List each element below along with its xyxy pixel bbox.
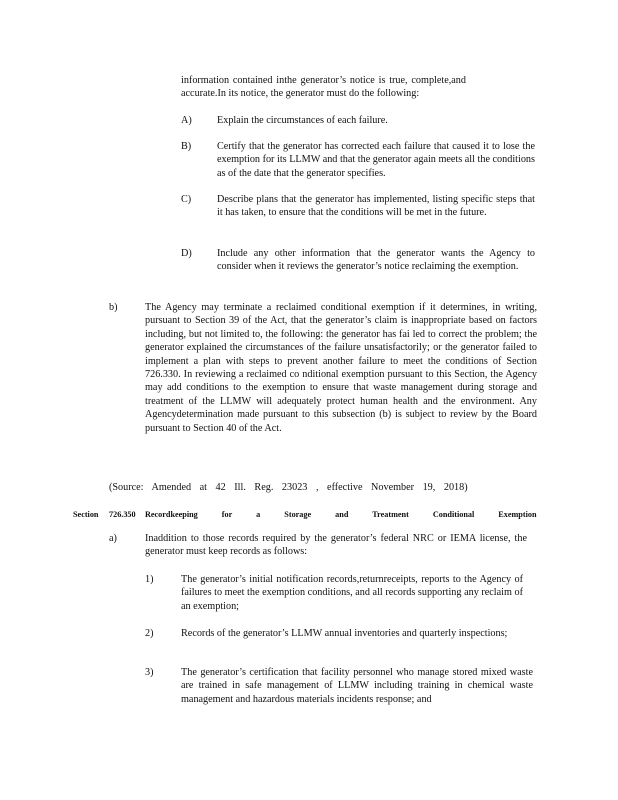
section-title: Recordkeeping for a Storage and Treatment Conditional Exemption (145, 510, 537, 519)
section-word: Section (73, 510, 99, 519)
para-b-text: The Agency may terminate a reclaimed conditional exemption if it determines, in writing, pursuant to Section 39 of the Act, that the generator’s claim is inappropriate based on factors including, but not limited to, the following: the generator has fai led to correct the problem; the generator explained the circumstances of the failure unsatisfactorily; or the generator failed to implement a plan with steps to prevent another failure to meet the conditions of Section 726.330. In reviewing a reclaimed co nditional exemption pursuant to this Section, the Agency may add conditions to the exemption to ensure that waste management during storage and treatment of the LLMW will adequately protect human health and the environment. Any Agencydetermination made pursuant to this subsection (b) is subject to review by the Board pursuant to Section 40 of the Act. (145, 302, 540, 434)
item-1-label: 1) (145, 574, 154, 585)
item-a-label: A) (181, 115, 192, 126)
intro-paragraph: information contained inthe generator’s notice is true, complete,and accurate.In its notice, the generator must do the following: (181, 75, 469, 100)
item-b-label: B) (181, 141, 192, 152)
section-number: 726.350 (109, 510, 136, 519)
item-a-text: Explain the circumstances of each failure. (217, 115, 388, 126)
item-3-label: 3) (145, 667, 154, 678)
item-2-label: 2) (145, 628, 154, 639)
item-d-label: D) (181, 248, 192, 259)
para-a-text: Inaddition to those records required by the generator’s federal NRC or IEMA license, the generator must keep records as follows: (145, 533, 530, 558)
item-c-label: C) (181, 194, 192, 205)
source-note: (Source: Amended at 42 Ill. Reg. 23023 , effective November 19, 2018) (109, 482, 468, 493)
item-b-text: Certify that the generator has corrected each failure that caused it to lose the exemption for its LLMW and that the generator again meets all the conditions as of the date that the generator specifies. (217, 141, 538, 179)
para-a-label: a) (109, 533, 117, 544)
item-c-text: Describe plans that the generator has implemented, listing specific steps that it has taken, to ensure that the conditions will be met in the future. (217, 194, 538, 219)
para-b-label: b) (109, 302, 118, 313)
item-1-text: The generator’s initial notification records,returnreceipts, reports to the Agency of failures to meet the exemption conditions, and all records supporting any reclaim of an exemption; (181, 574, 526, 612)
item-2-text: Records of the generator’s LLMW annual inventories and quarterly inspections; (181, 628, 508, 639)
item-d-text: Include any other information that the generator wants the Agency to consider when it reviews the generator’s notice reclaiming the exemption. (217, 248, 538, 273)
item-3-text: The generator’s certification that facility personnel who manage stored mixed waste are trained in safe management of LLMW including training in chemical waste management and hazardous materials incidents response; and (181, 667, 536, 705)
